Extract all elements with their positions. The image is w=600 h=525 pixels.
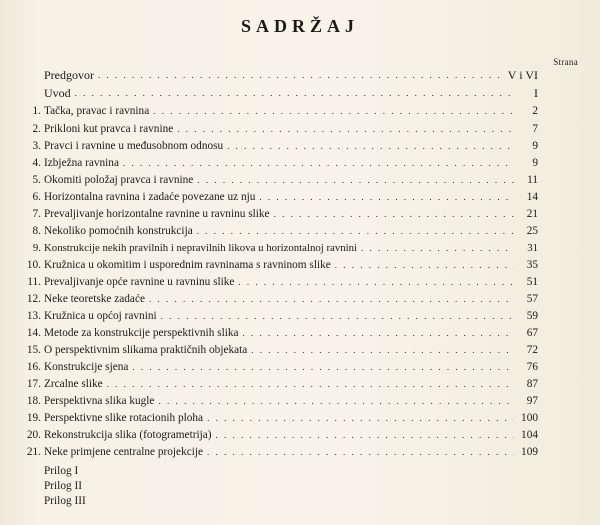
toc-entry-text: Neke teoretske zadaće — [44, 293, 145, 305]
toc-entry-number: 13. — [26, 310, 41, 322]
toc-entry-number: 17. — [26, 378, 41, 390]
toc-entry — [18, 444, 538, 459]
leader-dots — [251, 344, 514, 357]
toc-entry-number: 12. — [26, 293, 41, 305]
leader-dots — [238, 276, 514, 289]
toc-entry-page: 9 — [532, 157, 538, 169]
toc-entry-page: 51 — [526, 276, 538, 288]
toc-entry-text: Izbježna ravnina — [44, 157, 119, 169]
toc-entry-text: Konstrukcije nekih pravilnih i nepravilnih likova u horizontalnoj ravnini — [44, 242, 358, 254]
toc-entry — [18, 206, 538, 221]
toc-entry-page: 35 — [526, 259, 538, 271]
toc-entry-number: 18. — [26, 395, 41, 407]
toc-entry-text: Prevaljivanje horizontalne ravnine u ravninu slike — [44, 208, 270, 220]
toc-entry-page: 57 — [526, 293, 538, 305]
toc-entry — [18, 376, 538, 391]
toc-entry-text: Okomiti položaj pravca i ravnine — [44, 174, 194, 186]
leader-dots — [361, 242, 514, 255]
toc-entry-number: 11. — [27, 276, 41, 288]
toc-entry-number: 16. — [26, 361, 41, 373]
leader-dots — [335, 259, 514, 272]
toc-entry-page: 11 — [527, 174, 538, 186]
toc-entry-text: Horizontalna ravnina i zadaće povezane uz nju — [44, 191, 256, 203]
toc-entry-number: 19. — [26, 412, 41, 424]
toc-entry-page: 97 — [526, 395, 538, 407]
toc-entry — [18, 257, 538, 272]
leader-dots — [207, 412, 514, 425]
toc-entry-text: O perspektivnim slikama praktičnih objekata — [44, 344, 248, 356]
appendix-item: Prilog I — [44, 465, 79, 477]
toc-entry — [18, 393, 538, 408]
toc-entry-number: 7. — [32, 208, 41, 220]
leader-dots — [75, 87, 514, 100]
leader-dots — [161, 310, 514, 323]
toc-entry — [18, 155, 538, 170]
page-title: SADRŽAJ — [240, 16, 359, 36]
toc-entry — [18, 308, 538, 323]
toc-entry-page: 76 — [526, 361, 538, 373]
toc-entry — [18, 240, 538, 255]
toc-entry-text: Pravci i ravnine u međusobnom odnosu — [44, 140, 224, 152]
toc-entry-text: Predgovor — [44, 68, 94, 82]
toc-entry-text: Perspektivne slike rotacionih ploha — [44, 412, 204, 424]
leader-dots — [274, 208, 514, 221]
toc-entry-page: 87 — [526, 378, 538, 390]
toc-entry-page: 109 — [521, 446, 538, 458]
toc-entry-number: 4. — [32, 157, 41, 169]
toc-entry — [18, 427, 538, 442]
toc-entry-number: 1. — [32, 105, 41, 117]
toc-entry — [18, 359, 538, 374]
toc-entry-text: Kružnica u okomitim i usporednim ravninama s ravninom slike — [44, 259, 331, 271]
leader-dots — [123, 157, 514, 170]
leader-dots — [243, 327, 514, 340]
toc-entry-page: 25 — [526, 225, 538, 237]
toc-entry-page: 21 — [526, 208, 538, 220]
toc-entry-text: Metode za konstrukcije perspektivnih slika — [44, 327, 239, 339]
toc-entry-number: 8. — [32, 225, 41, 237]
toc-entry-page: 2 — [532, 105, 538, 117]
toc-entry — [18, 410, 538, 425]
toc-entry-number: 5. — [32, 174, 41, 186]
leader-dots — [149, 293, 514, 306]
toc-entry-page: I — [534, 86, 538, 100]
leader-dots — [197, 174, 514, 187]
toc-entry-number: 3. — [32, 140, 41, 152]
toc-entry — [18, 291, 538, 306]
toc-entry-page: 72 — [526, 344, 538, 356]
leader-dots — [153, 105, 514, 118]
toc-entry-page: 31 — [527, 242, 538, 254]
page-column-header: Strana — [553, 57, 578, 67]
toc-entry-text: Zrcalne slike — [44, 378, 103, 390]
leader-dots — [197, 225, 514, 238]
toc-entry-number: 9. — [32, 242, 41, 254]
toc-entry-text: Prevaljivanje opće ravnine u ravninu slike — [44, 276, 235, 288]
toc-entry — [18, 103, 538, 118]
leader-dots — [158, 395, 514, 408]
toc-entry-page: 100 — [521, 412, 538, 424]
leader-dots — [207, 446, 514, 459]
toc-entry-number: 10. — [26, 259, 41, 271]
leader-dots — [177, 123, 514, 136]
toc-entry-text: Rekonstrukcija slika (fotogrametrija) — [44, 429, 212, 441]
toc-entry-page: 104 — [521, 429, 538, 441]
toc-entry-number: 21. — [26, 446, 41, 458]
toc-entry-number: 2. — [32, 123, 41, 135]
toc-entry-text: Prikloni kut pravca i ravnine — [44, 123, 174, 135]
toc-entry-text: Kružnica u općoj ravnini — [44, 310, 157, 322]
toc-entry-number: 20. — [26, 429, 41, 441]
toc-entry-text: Perspektivna slika kugle — [44, 395, 155, 407]
toc-entry-page: 59 — [526, 310, 538, 322]
leader-dots — [98, 69, 504, 82]
toc-entry-text: Tačka, pravac i ravnina — [44, 105, 150, 117]
leader-dots — [216, 429, 514, 442]
toc-entry-number: 14. — [26, 327, 41, 339]
toc-entry — [18, 138, 538, 153]
toc-entry-predgovor — [18, 67, 538, 82]
toc-entry-page: V i VI — [507, 68, 538, 82]
toc-entry-text: Neke primjene centralne projekcije — [44, 446, 204, 458]
appendix-item: Prilog II — [44, 480, 82, 492]
toc-entry-number: 6. — [32, 191, 41, 203]
toc-entry-text: Nekoliko pomoćnih konstrukcija — [44, 225, 193, 237]
leader-dots — [259, 191, 514, 204]
toc-entry — [18, 325, 538, 340]
toc-entry — [18, 121, 538, 136]
toc-entry-page: 67 — [526, 327, 538, 339]
leader-dots — [107, 378, 514, 391]
appendix-item: Prilog III — [44, 495, 86, 507]
toc-entry-uvod — [18, 85, 538, 100]
toc-entry-text: Konstrukcije sjena — [44, 361, 129, 373]
toc-entry — [18, 274, 538, 289]
toc-entry-page: 7 — [532, 123, 538, 135]
toc-entry-page: 9 — [532, 140, 538, 152]
toc-entry-number: 15. — [26, 344, 41, 356]
toc-entry — [18, 342, 538, 357]
leader-dots — [227, 140, 514, 153]
toc-entry — [18, 223, 538, 238]
leader-dots — [132, 361, 514, 374]
toc-entry-page: 14 — [526, 191, 538, 203]
toc-entry-text: Uvod — [44, 86, 71, 100]
toc-entry — [18, 172, 538, 187]
toc-entry — [18, 189, 538, 204]
